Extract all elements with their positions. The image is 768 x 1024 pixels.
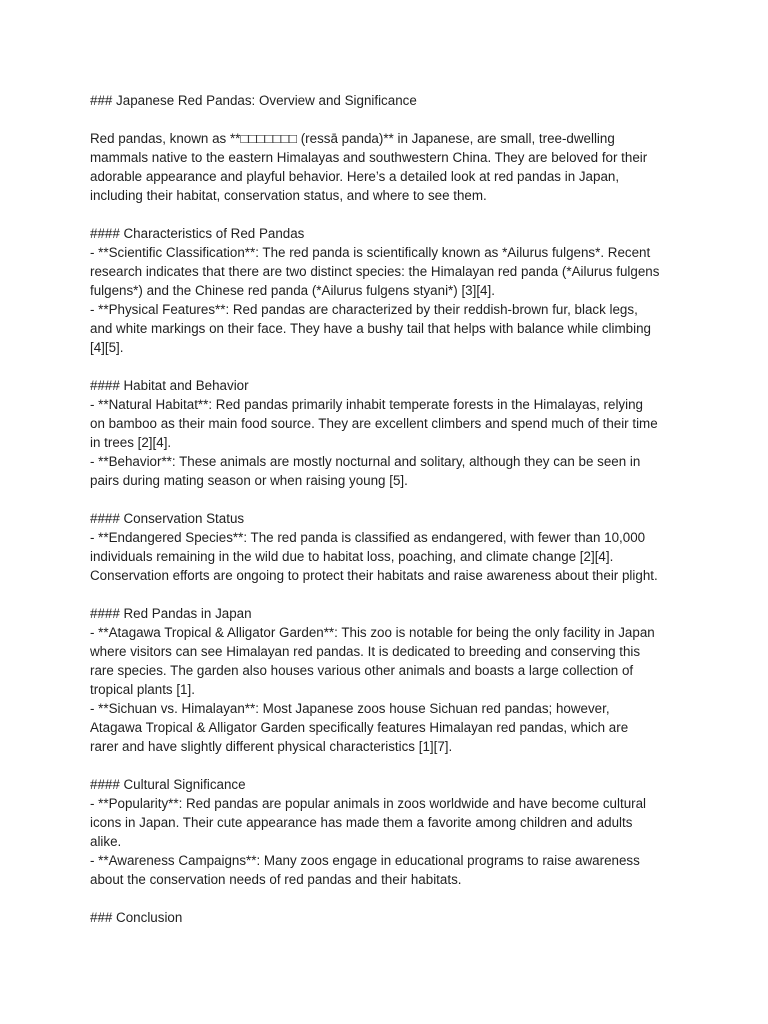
section-heading: #### Cultural Significance [90,777,246,792]
document-body [90,91,690,927]
text-line: [4][5]. [90,340,124,355]
text-line: mammals native to the eastern Himalayas and southwestern China. They are beloved for their [90,150,648,165]
text-line: - **Scientific Classification**: The red panda is scientifically known as *Ailurus fulgens*. Recent [90,245,651,260]
text-line: on bamboo as their main food source. They are excellent climbers and spend much of their time [90,416,658,431]
text-line: including their habitat, conservation status, and where to see them. [90,188,487,203]
section-heading: #### Conservation Status [90,511,245,526]
text-line: - **Sichuan vs. Himalayan**: Most Japanese zoos house Sichuan red pandas; however, [90,701,610,716]
text-line: - **Natural Habitat**: Red pandas primarily inhabit temperate forests in the Himalayas, relying [90,397,643,412]
text-line: in trees [2][4]. [90,435,172,450]
blank-line [90,205,690,224]
section-heading: #### Red Pandas in Japan [90,606,252,621]
text-line: - **Endangered Species**: The red panda is classified as endangered, with fewer than 10,000 [90,530,646,545]
text-line: alike. [90,834,122,849]
section-heading: ### Japanese Red Pandas: Overview and Significance [90,93,417,108]
section-heading: #### Habitat and Behavior [90,378,249,393]
text-line: where visitors can see Himalayan red pandas. It is dedicated to breeding and conserving this [90,644,641,659]
text-line: - **Physical Features**: Red pandas are characterized by their reddish-brown fur, black legs, [90,302,638,317]
text-line: and white markings on their face. They have a bushy tail that helps with balance while climbing [90,321,651,336]
text-line: - **Behavior**: These animals are mostly nocturnal and solitary, although they can be seen in [90,454,641,469]
text-line: fulgens*) and the Chinese red panda (*Ailurus fulgens styani*) [3][4]. [90,283,495,298]
text-line: pairs during mating season or when raising young [5]. [90,473,408,488]
text-line: Conservation efforts are ongoing to protect their habitats and raise awareness about their plight. [90,568,658,583]
blank-line [90,585,690,604]
text-line: rarer and have slightly different physical characteristics [1][7]. [90,739,453,754]
text-line: Atagawa Tropical & Alligator Garden specifically features Himalayan red pandas, which are [90,720,629,735]
text-line: rare species. The garden also houses various other animals and boasts a large collection of [90,663,634,678]
section-heading: #### Characteristics of Red Pandas [90,226,305,241]
blank-line [90,756,690,775]
text-line: - **Popularity**: Red pandas are popular animals in zoos worldwide and have become cultural [90,796,647,811]
text-line: about the conservation needs of red pandas and their habitats. [90,872,462,887]
blank-line [90,889,690,908]
text-line: Red pandas, known as **□□□□□□□ (ressā panda)** in Japanese, are small, tree-dwelling [90,131,615,146]
text-line: research indicates that there are two distinct species: the Himalayan red panda (*Ailurus fulgens [90,264,660,279]
text-line: adorable appearance and playful behavior. Here’s a detailed look at red pandas in Japan, [90,169,620,184]
blank-line [90,490,690,509]
text-line: - **Atagawa Tropical & Alligator Garden**: This zoo is notable for being the only facility in Japan [90,625,655,640]
section-heading: ### Conclusion [90,910,183,925]
text-line: tropical plants [1]. [90,682,195,697]
text-line: individuals remaining in the wild due to habitat loss, poaching, and climate change [2][4]. [90,549,614,564]
blank-line [90,357,690,376]
blank-line [90,110,690,129]
text-line: icons in Japan. Their cute appearance has made them a favorite among children and adults [90,815,633,830]
text-line: - **Awareness Campaigns**: Many zoos engage in educational programs to raise awareness [90,853,640,868]
